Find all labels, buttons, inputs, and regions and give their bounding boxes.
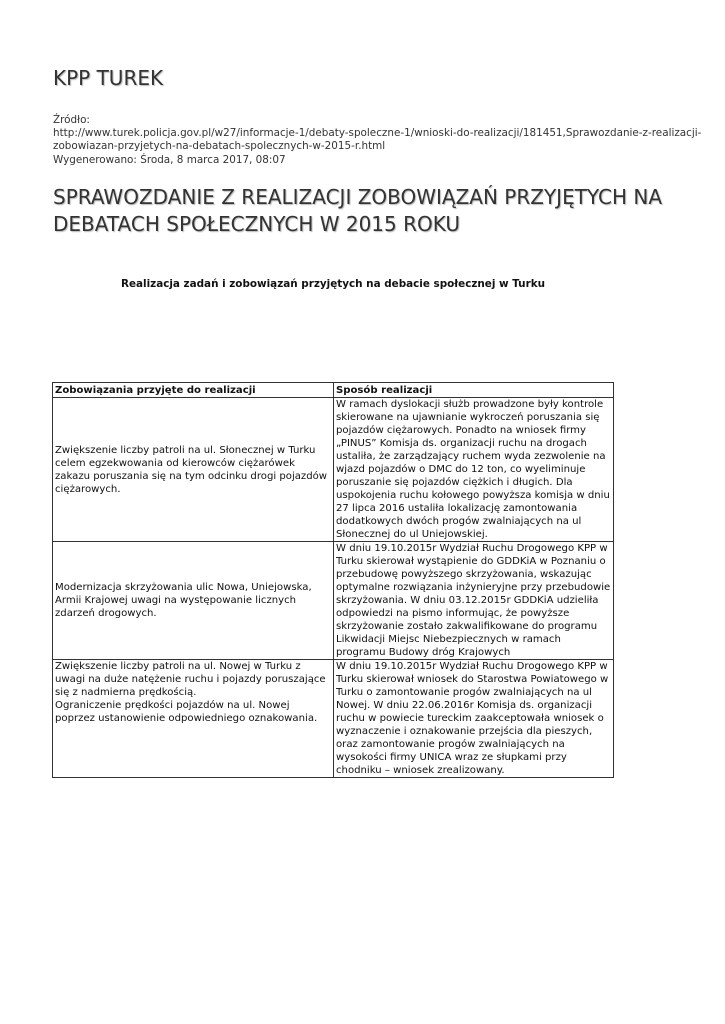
- source-label: Źródło:: [53, 114, 90, 126]
- commitment-cell: Modernizacja skrzyżowania ulic Nowa, Uniejowska, Armii Krajowej uwagi na występowanie licznych zdarzeń drogowych.: [53, 542, 334, 660]
- document-subtitle: Realizacja zadań i zobowiązań przyjętych na debacie społecznej w Turku: [120, 278, 546, 290]
- commitment-text-line-2: Ograniczenie prędkości pojazdów na ul. Nowej poprzez ustanowienie odpowiedniego oznakowania.: [55, 700, 318, 724]
- table-row: [53, 542, 614, 660]
- source-url-line-2: zobowiazan-przyjetych-na-debatach-spolecznych-w-2015-r.html: [53, 140, 386, 153]
- column-header-realization: Sposób realizacji: [334, 383, 614, 398]
- table-row: [53, 660, 614, 778]
- realization-cell: W dniu 19.10.2015r Wydział Ruchu Drogowego KPP w Turku skierował wystąpienie do GDDKiA w Poznaniu o przebudowę powyższego skrzyżowania, wskazując optymalne rozwiązania inżynieryjne przy przebudowie skrzyżowania. W dniu 03.12.2015r GDDKiA udzieliła odpowiedzi na pismo informując, że powyższe skrzyżowanie zostało zakwalifikowane do programu Likwidacji Miejsc Niebezpiecznych w ramach programu Budowy dróg Krajowych: [334, 542, 614, 660]
- table-row: [53, 398, 614, 542]
- table-header-row: [53, 383, 614, 398]
- source-url-line-1: http://www.turek.policja.gov.pl/w27/informacje-1/debaty-spoleczne-1/wnioski-do-realizacji/181451,Sprawozdanie-z-realizacji-: [53, 127, 702, 140]
- column-header-commitments: Zobowiązania przyjęte do realizacji: [53, 383, 334, 398]
- commitment-cell: Zwiększenie liczby patroli na ul. Słonecznej w Turku celem egzekwowania od kierowców ciężarówek zakazu poruszania się na tym odcinku drogi pojazdów ciężarowych.: [53, 398, 334, 542]
- source-meta: [53, 114, 702, 167]
- realization-cell: W ramach dyslokacji służb prowadzone były kontrole skierowane na ujawnianie wykroczeń poruszania się pojazdów ciężarowych. Ponadto na wniosek firmy „PINUS” Komisja ds. organizacji ruchu na drogach ustaliła, że zarządzający ruchem wyda zezwolenie na wjazd pojazdów o DMC do 12 ton, co wyeliminuje poruszanie się pojazdów ciężkich i długich. Dla uspokojenia ruchu kołowego powyższa komisja w dniu 27 lipca 2016 ustaliła lokalizację zamontowania dodatkowych dwóch progów zwalniających na ul Słonecznej do ul Uniejowskiej.: [334, 398, 614, 542]
- realization-cell: W dniu 19.10.2015r Wydział Ruchu Drogowego KPP w Turku skierował wniosek do Starostwa Powiatowego w Turku o zamontowanie progów zwalniających na ul Nowej. W dniu 22.06.2016r Komisja ds. organizacji ruchu w powiecie tureckim zaakceptowała wniosek o wyznaczenie i oznakowanie przejścia dla pieszych, oraz zamontowanie progów zwalniających na wysokości firmy UNICA wraz ze słupkami przy chodniku – wniosek zrealizowany.: [334, 660, 614, 778]
- site-title: KPP TUREK: [53, 66, 164, 90]
- commitment-cell: [53, 660, 334, 778]
- commitment-text-line-1: Zwiększenie liczby patroli na ul. Nowej w Turku z uwagi na duże natężenie ruchu i pojazdy poruszające się z nadmierna prędkością.: [55, 661, 326, 698]
- report-table: [52, 382, 614, 778]
- generated-date: Wygenerowano: Środa, 8 marca 2017, 08:07: [53, 153, 286, 166]
- document-title: SPRAWOZDANIE Z REALIZACJI ZOBOWIĄZAŃ PRZYJĘTYCH NA DEBATACH SPOŁECZNYCH W 2015 ROKU: [53, 185, 663, 236]
